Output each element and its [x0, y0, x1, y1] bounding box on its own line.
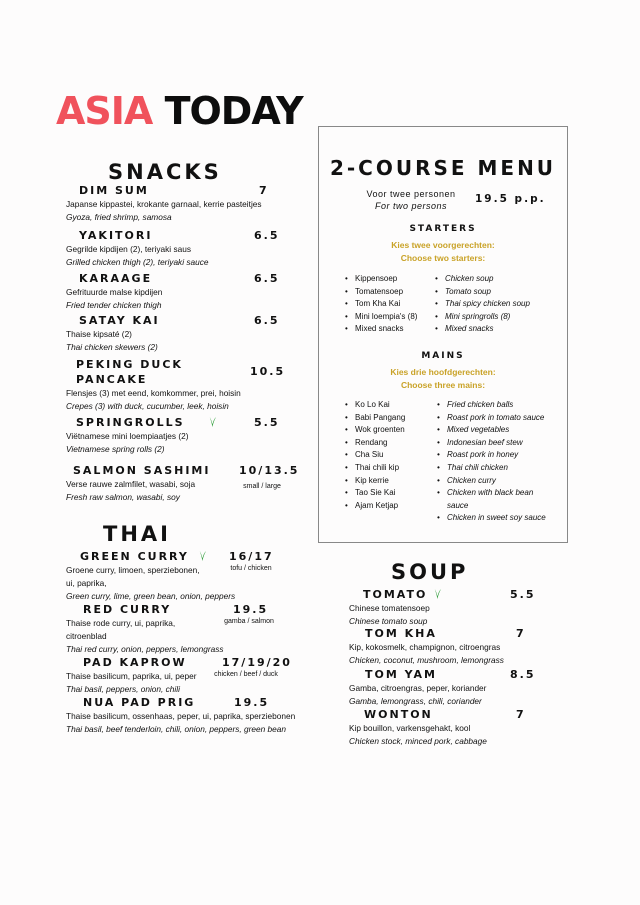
item-translation: Chinese tomato soup — [349, 616, 428, 626]
menu-item-tom-kha — [349, 627, 549, 667]
item-description: Thaise rode curry, ui, paprika, — [66, 618, 176, 628]
item-name: DIM SUM — [79, 184, 149, 197]
restaurant-logo — [56, 89, 303, 133]
item-translation: Green curry, lime, green bean, onion, peppers — [66, 591, 236, 601]
item-name: TOM KHA — [365, 627, 437, 640]
menu-item-red-curry — [66, 603, 316, 656]
menu-item-karaage — [66, 272, 306, 312]
leaf-icon — [433, 588, 442, 600]
menu-item-dim-sum — [66, 184, 306, 224]
item-price: 17/19/20 — [222, 656, 292, 669]
item-price: 7 — [516, 708, 526, 721]
item-price: 8.5 — [510, 668, 536, 681]
item-name: SATAY KAI — [79, 314, 160, 327]
item-description: Flensjes (3) met eend, komkommer, prei, hoisin — [66, 388, 241, 398]
item-note: chicken / beef / duck — [214, 671, 278, 678]
list-item: • Roast pork in tomato sauce — [435, 412, 563, 425]
item-price: 10/13.5 — [239, 464, 300, 477]
item-price: 6.5 — [254, 229, 280, 242]
item-translation: Chicken, coconut, mushroom, lemongrass — [349, 655, 504, 665]
list-item: • Tomatensoep — [343, 286, 433, 299]
item-description: Chinese tomatensoep — [349, 603, 430, 613]
list-item: • Mixed snacks — [433, 323, 563, 336]
list-item: • Wok groenten — [343, 424, 435, 437]
list-item: • Chicken in sweet soy sauce — [435, 512, 563, 525]
starters-list-en — [433, 273, 563, 336]
item-translation: Thai red curry, onion, peppers, lemongrass — [66, 644, 224, 654]
persons-nl: Voor twee personen — [366, 189, 456, 199]
menu-item-yakitori — [66, 229, 306, 269]
item-note: gamba / salmon — [224, 618, 274, 625]
item-name: KARAAGE — [79, 272, 153, 285]
list-item: • Cha Siu — [343, 449, 435, 462]
list-item: • Tomato soup — [433, 286, 563, 299]
menu-item-salmon-sashimi — [66, 464, 306, 504]
item-name: NUA PAD PRIG — [83, 696, 196, 709]
thai-title: THAI — [103, 522, 171, 546]
item-translation: Fresh raw salmon, wasabi, soy — [66, 492, 180, 502]
item-name: SALMON SASHIMI — [73, 464, 211, 477]
persons-en: For two persons — [374, 201, 448, 211]
item-name: TOMATO — [363, 588, 428, 601]
list-item: • Mixed vegetables — [435, 424, 563, 437]
item-description: Gefrituurde malse kipdijen — [66, 287, 163, 297]
starters-list-nl — [343, 273, 433, 336]
menu-item-nua-pad-prig — [66, 696, 326, 736]
list-item: • Thai spicy chicken soup — [433, 298, 563, 311]
item-translation: Vietnamese spring rolls (2) — [66, 444, 165, 454]
course-persons — [359, 188, 463, 212]
item-translation: Thai basil, beef tenderloin, chili, onion, peppers, green bean — [66, 724, 287, 734]
item-price: 19.5 — [233, 603, 269, 616]
course-price: 19.5 p.p. — [475, 193, 546, 205]
mains-list-nl — [343, 399, 435, 512]
soup-title: SOUP — [391, 560, 469, 584]
item-note: small / large — [243, 483, 281, 490]
list-item: • Babi Pangang — [343, 412, 435, 425]
list-item: • Mini loempia's (8) — [343, 311, 433, 324]
brand-part1: ASIA — [56, 89, 153, 133]
item-translation: Grilled chicken thigh (2), teriyaki sauce — [66, 257, 209, 267]
list-item: • Roast pork in honey — [435, 449, 563, 462]
menu-item-green-curry — [66, 550, 316, 603]
list-item: • Kippensoep — [343, 273, 433, 286]
item-description: Thaise kipsaté (2) — [66, 329, 132, 339]
snacks-title: SNACKS — [108, 160, 222, 184]
item-price: 5.5 — [510, 588, 536, 601]
item-description-2: ui, paprika, — [66, 578, 107, 588]
menu-item-tom-yam — [349, 668, 549, 708]
item-description: Kip, kokosmelk, champignon, citroengras — [349, 642, 501, 652]
item-price: 16/17 — [229, 550, 274, 563]
item-description-2: citroenblad — [66, 631, 107, 641]
item-description: Japanse kippastei, krokante garnaal, kerrie pasteitjes — [66, 199, 262, 209]
list-item: • Ko Lo Kai — [343, 399, 435, 412]
mains-list-en — [435, 399, 563, 525]
item-price: 6.5 — [254, 314, 280, 327]
item-price: 5.5 — [254, 416, 280, 429]
list-item: • Indonesian beef stew — [435, 437, 563, 450]
brand-part2: TODAY — [164, 89, 303, 133]
list-item: • Fried chicken balls — [435, 399, 563, 412]
item-price: 6.5 — [254, 272, 280, 285]
item-translation: Fried tender chicken thigh — [66, 300, 162, 310]
leaf-icon — [208, 416, 217, 428]
menu-item-wonton — [349, 708, 549, 748]
item-translation: Chicken stock, minced pork, cabbage — [349, 736, 487, 746]
item-translation: Crepes (3) with duck, cucumber, leek, hoisin — [66, 401, 229, 411]
starters-instruction — [319, 239, 567, 265]
item-description: Thaise basilicum, ossenhaas, peper, ui, paprika, sperziebonen — [66, 711, 296, 721]
list-item: • Chicken with black bean sauce — [435, 487, 552, 512]
item-description: Gegrilde kipdijen (2), teriyaki saus — [66, 244, 191, 254]
item-description: Verse rauwe zalmfilet, wasabi, soja — [66, 479, 196, 489]
leaf-icon — [198, 550, 207, 562]
course-title: 2-COURSE MENU — [329, 156, 557, 180]
item-name: GREEN CURRY — [80, 550, 189, 563]
item-name: SPRINGROLLS — [76, 416, 185, 429]
list-item: • Chicken curry — [435, 475, 563, 488]
menu-item-peking-duck — [66, 357, 306, 413]
mains-title: MAINS — [421, 351, 465, 361]
item-description: Gamba, citroengras, peper, koriander — [349, 683, 487, 693]
list-item: • Tao Sie Kai — [343, 487, 435, 500]
item-translation: Gamba, lemongrass, chili, coriander — [349, 696, 482, 706]
item-description: Kip bouillon, varkensgehakt, kool — [349, 723, 471, 733]
list-item: • Chicken soup — [433, 273, 563, 286]
menu-item-pad-kaprow — [66, 656, 316, 696]
mains-instr-en: Choose three mains: — [400, 380, 486, 390]
item-name: RED CURRY — [83, 603, 172, 616]
item-description: Viëtnamese mini loempiaatjes (2) — [66, 431, 189, 441]
item-name: YAKITORI — [79, 229, 153, 242]
item-name-line2: PANCAKE — [76, 373, 148, 386]
item-note: tofu / chicken — [230, 565, 272, 572]
menu-item-satay-kai — [66, 314, 306, 354]
item-translation: Gyoza, fried shrimp, samosa — [66, 212, 172, 222]
item-description: Thaise basilicum, paprika, ui, peper — [66, 671, 197, 681]
item-name: PAD KAPROW — [83, 656, 187, 669]
list-item: • Kip kerrie — [343, 475, 435, 488]
menu-item-tomato — [349, 588, 549, 628]
item-name: TOM YAM — [365, 668, 438, 681]
item-price: 10.5 — [250, 365, 286, 378]
list-item: • Tom Kha Kai — [343, 298, 433, 311]
item-translation: Thai chicken skewers (2) — [66, 342, 158, 352]
starters-title: STARTERS — [409, 224, 477, 234]
list-item: • Thai chili kip — [343, 462, 435, 475]
list-item: • Mixed snacks — [343, 323, 433, 336]
item-name-row — [66, 550, 316, 564]
mains-instruction — [319, 366, 567, 392]
item-price: 7 — [259, 184, 269, 197]
item-translation: Thai basil, peppers, onion, chili — [66, 684, 180, 694]
item-price: 19.5 — [234, 696, 270, 709]
menu-item-springrolls — [66, 416, 306, 456]
list-item: • Ajam Ketjap — [343, 500, 435, 513]
item-description: Groene curry, limoen, sperziebonen, — [66, 565, 200, 575]
list-item: • Rendang — [343, 437, 435, 450]
list-item: • Mini springrolls (8) — [433, 311, 563, 324]
mains-instr-nl: Kies drie hoofdgerechten: — [390, 367, 496, 377]
item-name-line1: PEKING DUCK — [76, 358, 183, 371]
starters-instr-en: Choose two starters: — [400, 253, 486, 263]
list-item: • Thai chili chicken — [435, 462, 563, 475]
two-course-menu-box — [318, 126, 568, 543]
item-price: 7 — [516, 627, 526, 640]
item-name: WONTON — [364, 708, 433, 721]
starters-instr-nl: Kies twee voorgerechten: — [391, 240, 495, 250]
